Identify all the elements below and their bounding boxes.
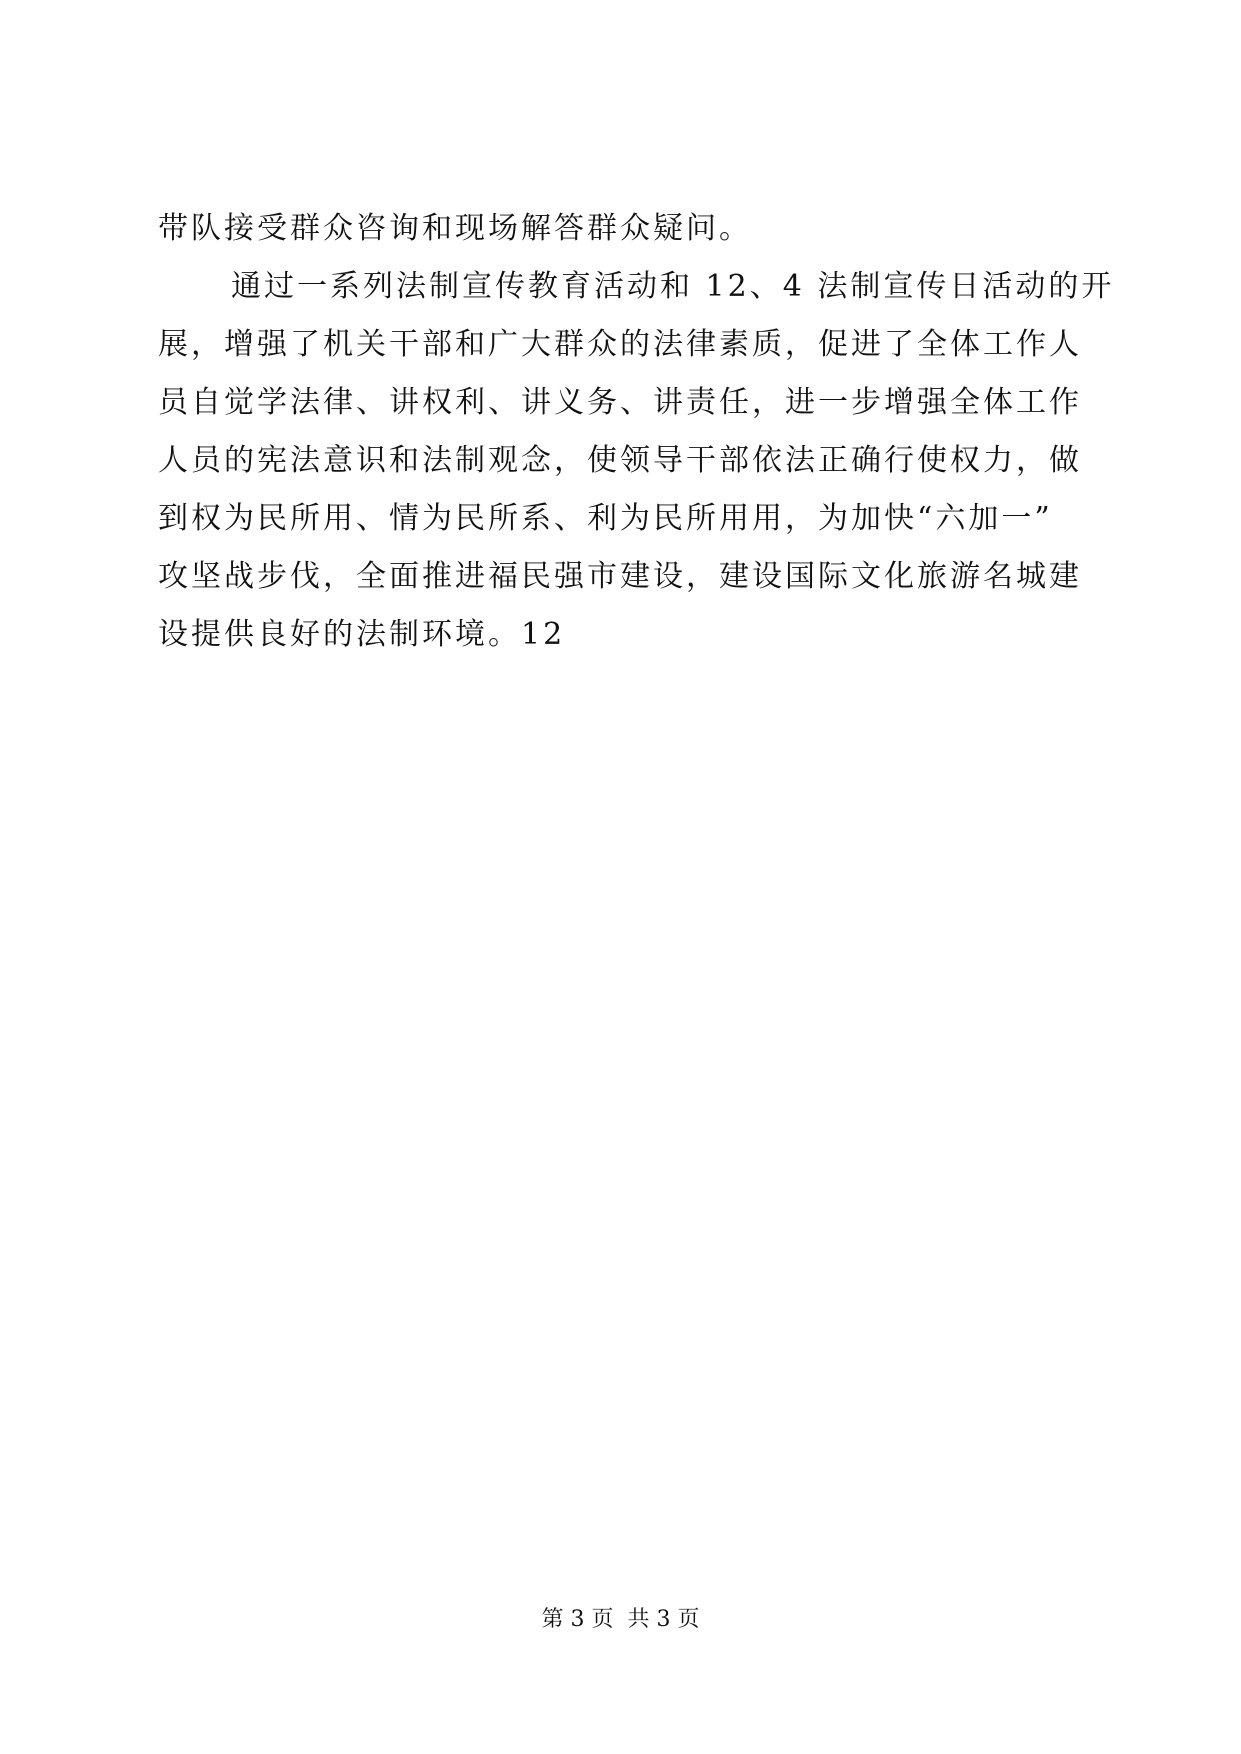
paragraph-start-line: 通过一系列法制宣传教育活动和 12、4 法制宣传日活动的开 xyxy=(231,269,1115,304)
text-line: 攻坚战步伐，全面推进福民强市建设，建设国际文化旅游名城建 xyxy=(158,559,1082,594)
text-line: 展，增强了机关干部和广大群众的法律素质，促进了全体工作人 xyxy=(158,327,1082,362)
body-text xyxy=(158,200,1115,664)
text-line: 带队接受群众咨询和现场解答群众疑问。 xyxy=(158,211,752,246)
text-line: 到权为民所用、情为民所系、利为民所用用，为加快“六加一” xyxy=(158,501,1053,536)
text-line: 设提供良好的法制环境。12 xyxy=(158,617,566,652)
text-line: 人员的宪法意识和法制观念，使领导干部依法正确行使权力，做 xyxy=(158,443,1082,478)
page-footer: 第 3 页 共 3 页 xyxy=(541,1607,700,1632)
text-line: 员自觉学法律、讲权利、讲义务、讲责任，进一步增强全体工作 xyxy=(158,385,1082,420)
